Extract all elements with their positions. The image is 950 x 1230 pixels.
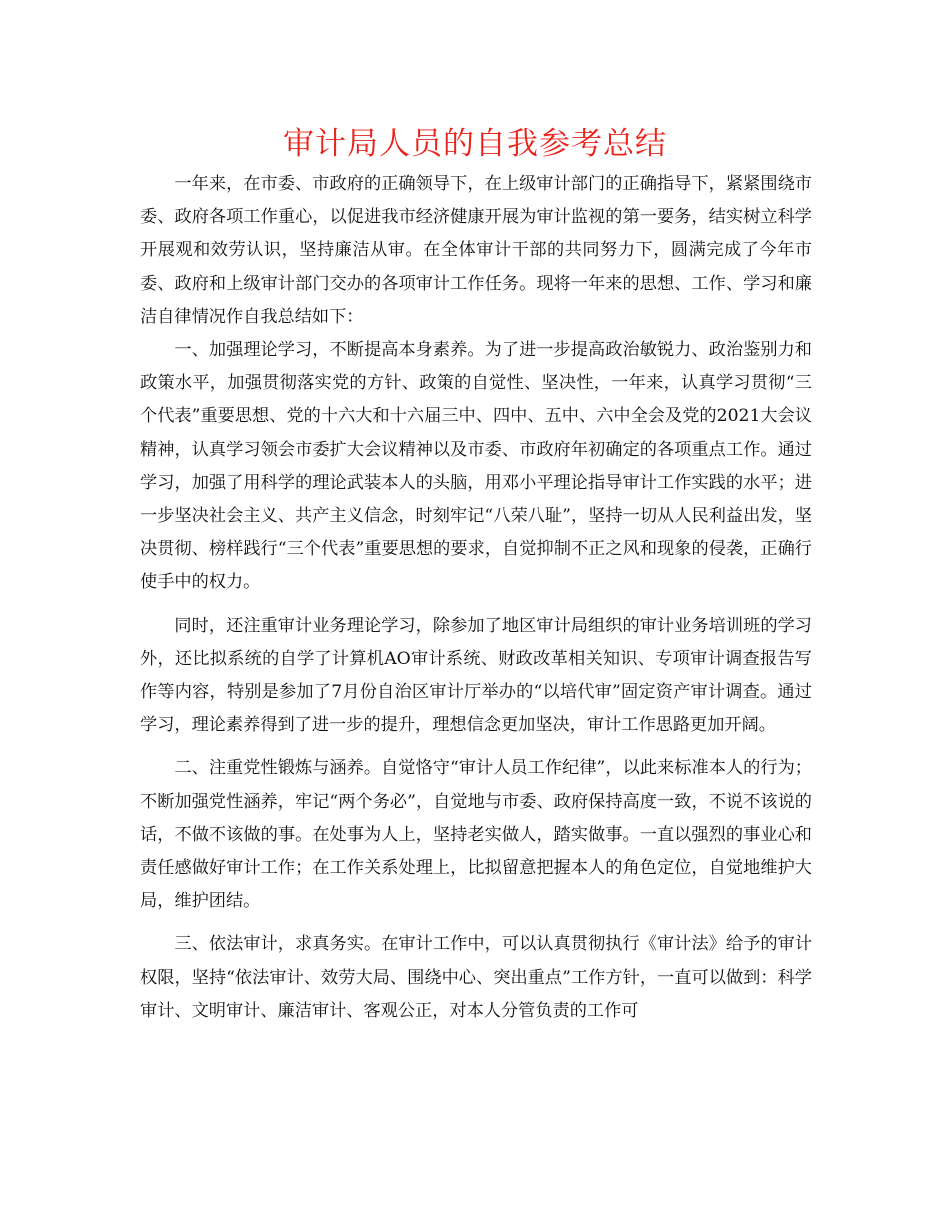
paragraph-theory-study: 一、加强理论学习，不断提高本身素养。为了进一步提高政治敏锐力、政治鉴别力和政策水平，加强贯彻落实党的方针、政策的自觉性、坚决性，一年来，认真学习贯彻“三个代表”重要思想、党的十六大和十六届三中、四中、五中、六中全会及党的2021大会议精神，认真学习领会市委扩大会议精神以及市委、市政府年初确定的各项重点工作。通过学习，加强了用科学的理论武装本人的头脑，用邓小平理论指导审计工作实践的水平；进一步坚决社会主义、共产主义信念，时刻牢记“八荣八耻”，坚持一切从人民利益出发，坚决贯彻、榜样践行“三个代表”重要思想的要求，自觉抑制不正之风和现象的侵袭，正确行使手中的权力。 [140, 340, 812, 593]
paragraph-business-study: 同时，还注重审计业务理论学习，除参加了地区审计局组织的审计业务培训班的学习外，还比拟系统的自学了计算机AO审计系统、财政改革相关知识、专项审计调查报告写作等内容，特别是参加了7月份自治区审计厅举办的“以培代审”固定资产审计调查。通过学习，理论素养得到了进一步的提升，理想信念更加坚决，审计工作思路更加开阔。 [140, 615, 812, 736]
paragraph-party-spirit: 二、注重党性锻炼与涵养。自觉恪守“审计人员工作纪律”，以此来标准本人的行为；不断加强党性涵养，牢记“两个务必”，自觉地与市委、政府保持高度一致，不说不该说的话，不做不该做的事。在处事为人上，坚持老实做人，踏实做事。一直以强烈的事业心和责任感做好审计工作；在工作关系处理上，比拟留意把握本人的角色定位，自觉地维护大局，维护团结。 [140, 758, 812, 912]
paragraph-lawful-audit: 三、依法审计，求真务实。在审计工作中，可以认真贯彻执行《审计法》给予的审计权限，坚持“依法审计、效劳大局、围绕中心、突出重点”工作方针，一直可以做到：科学审计、文明审计、廉洁审计、客观公正，对本人分管负责的工作可 [140, 934, 812, 1021]
paragraph-intro: 一年来，在市委、市政府的正确领导下，在上级审计部门的正确指导下，紧紧围绕市委、政府各项工作重心，以促进我市经济健康开展为审计监视的第一要务，结实树立科学开展观和效劳认识，坚持廉洁从审。在全体审计干部的共同努力下，圆满完成了今年市委、政府和上级审计部门交办的各项审计工作任务。现将一年来的思想、工作、学习和廉洁自律情况作自我总结如下： [140, 174, 812, 327]
document-title: 审计局人员的自我参考总结 [283, 126, 667, 162]
document-body [140, 168, 812, 1028]
